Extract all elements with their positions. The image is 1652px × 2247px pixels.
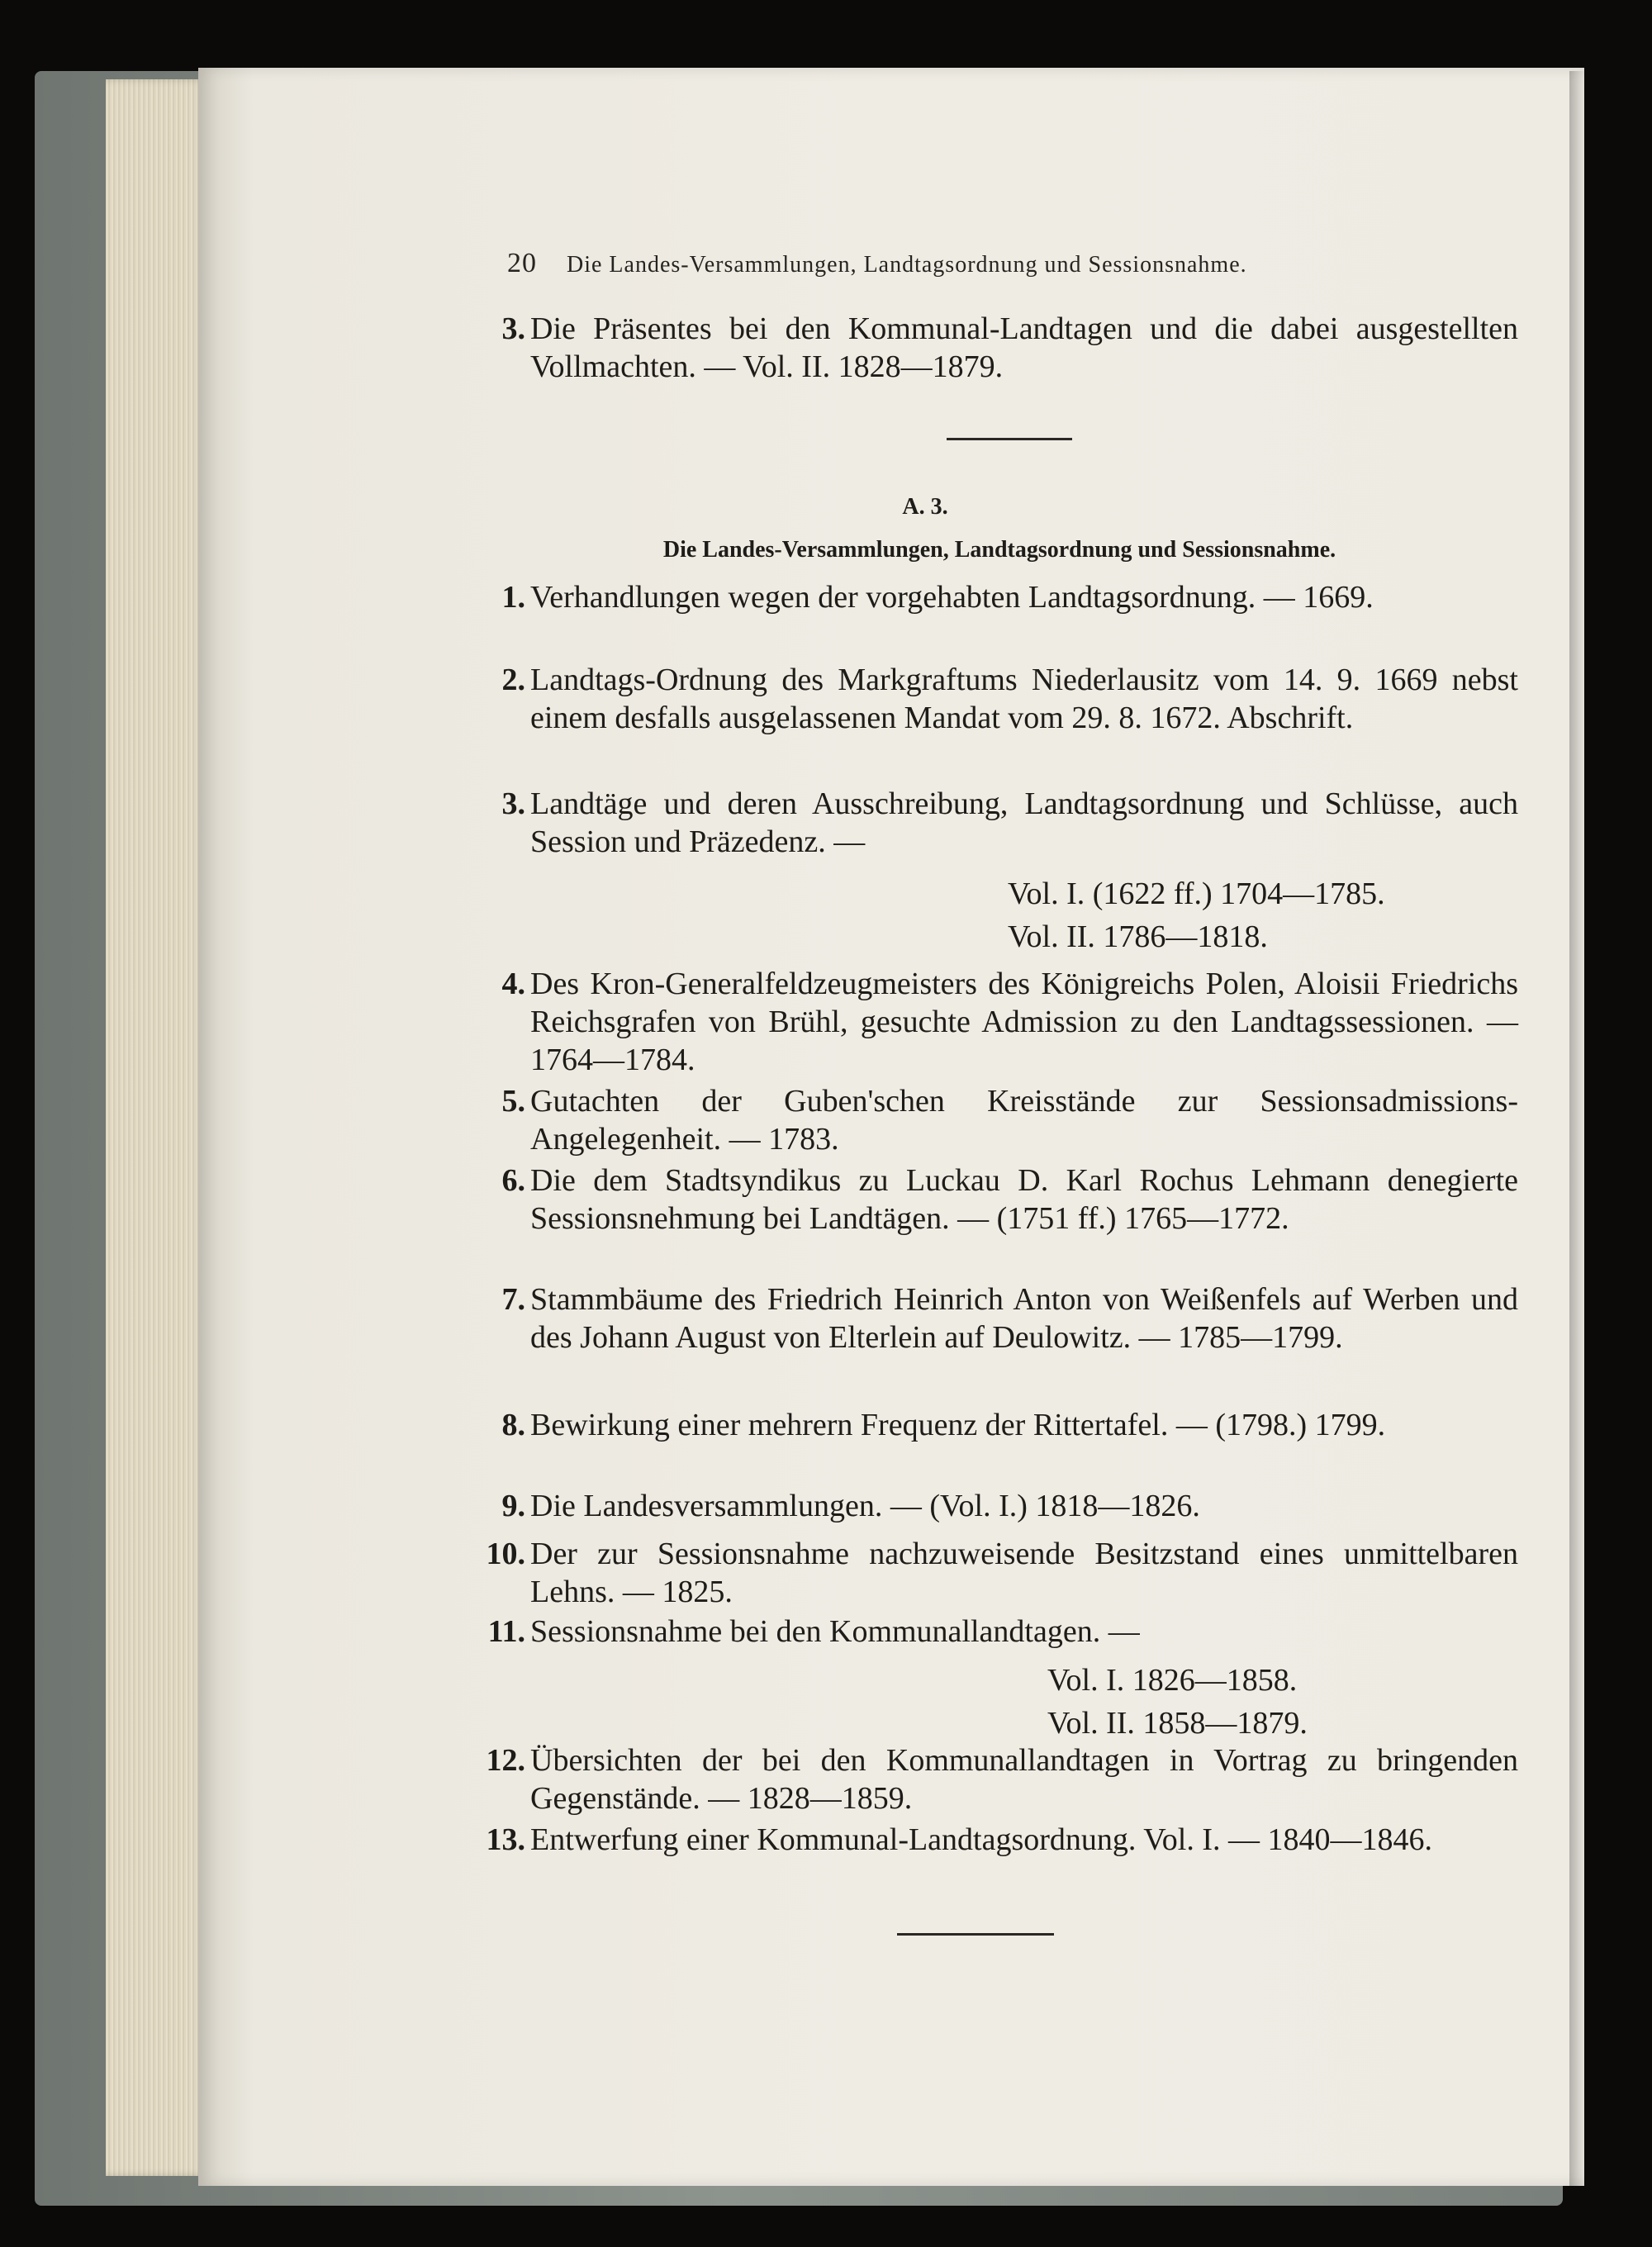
- entry-text: Übersichten der bei den Kommunallandtagen in Vortrag zu bringenden Gegenstände. — 1828—1859.: [530, 1743, 1518, 1816]
- entry-2: [501, 661, 1518, 737]
- prev-entry-text: Die Präsentes bei den Kommunal-Landtagen und die dabei ausgestellten Vollmachten. — Vol. II. 1828—1879.: [530, 311, 1518, 384]
- entry-number: 5.: [501, 1084, 525, 1119]
- divider-rule: [947, 438, 1072, 440]
- entry-8: [501, 1406, 1518, 1444]
- entry-text: Die dem Stadtsyndikus zu Luckau D. Karl Rochus Lehmann denegierte Sessionsnehmung bei Landtägen. — (1751 ff.) 1765—1772.: [530, 1163, 1518, 1236]
- end-rule: [897, 1933, 1054, 1936]
- prev-entry: [501, 310, 1518, 386]
- entry-number: 1.: [501, 580, 525, 615]
- entry-3-volume-1: Vol. I. (1622 ff.) 1704—1785.: [1008, 876, 1385, 911]
- entry-11-volume-2: Vol. II. 1858—1879.: [1047, 1706, 1308, 1741]
- entry-number: 12.: [486, 1743, 525, 1778]
- entry-4: [501, 965, 1518, 1079]
- entry-text: Die Landesversammlungen. — (Vol. I.) 1818—1826.: [530, 1489, 1200, 1523]
- prev-entry-number: 3.: [501, 311, 525, 346]
- entry-6: [501, 1162, 1518, 1238]
- entry-text: Landtags-Ordnung des Markgraftums Niederlausitz vom 14. 9. 1669 nebst einem desfalls ausgelassenen Mandat vom 29. 8. 1672. Abschrift.: [530, 663, 1518, 735]
- entry-11: [487, 1613, 1518, 1651]
- entry-text: Der zur Sessionsnahme nachzuweisende Besitzstand eines unmittelbaren Lehns. — 1825.: [530, 1537, 1518, 1609]
- entry-3-volume-2: Vol. II. 1786—1818.: [1008, 919, 1268, 954]
- page-edges: [106, 79, 206, 2176]
- section-title: Die Landes-Versammlungen, Landtagsordnung und Sessionsnahme.: [662, 537, 1336, 563]
- entry-text: Bewirkung einer mehrern Frequenz der Rittertafel. — (1798.) 1799.: [530, 1408, 1386, 1442]
- entry-text: Verhandlungen wegen der vorgehabten Landtagsordnung. — 1669.: [530, 580, 1374, 615]
- entry-11-volume-1: Vol. I. 1826—1858.: [1047, 1663, 1298, 1698]
- entry-1: [501, 578, 1518, 616]
- entry-text: Gutachten der Guben'schen Kreisstände zur Sessionsadmissions-Angelegenheit. — 1783.: [530, 1084, 1518, 1157]
- entry-number: 7.: [501, 1282, 525, 1317]
- entry-number: 13.: [486, 1822, 525, 1857]
- entry-5: [501, 1082, 1518, 1158]
- running-head-title: Die Landes-Versammlungen, Landtagsordnung und Sessionsnahme.: [567, 252, 1247, 278]
- entry-number: 8.: [501, 1408, 525, 1442]
- entry-12: [486, 1741, 1518, 1817]
- running-head: [507, 248, 1441, 279]
- entry-number: 4.: [501, 967, 525, 1001]
- page-shadow: [1569, 71, 1586, 2186]
- entry-number: 9.: [501, 1489, 525, 1523]
- entry-text: Entwerfung einer Kommunal-Landtagsordnung. Vol. I. — 1840—1846.: [530, 1822, 1432, 1857]
- entry-7: [501, 1280, 1518, 1356]
- section-label: A. 3.: [902, 494, 948, 520]
- entry-text: Stammbäume des Friedrich Heinrich Anton von Weißenfels auf Werben und des Johann August von Elterlein auf Deulowitz. — 1785—1799.: [530, 1282, 1518, 1355]
- entry-text: Sessionsnahme bei den Kommunallandtagen. —: [530, 1614, 1140, 1649]
- entry-number: 3.: [501, 786, 525, 821]
- entry-3: [501, 785, 1518, 861]
- entry-13: [486, 1821, 1518, 1859]
- entry-9: [501, 1487, 1518, 1525]
- entry-number: 10.: [486, 1537, 525, 1571]
- entry-number: 2.: [501, 663, 525, 697]
- entry-text: Landtäge und deren Ausschreibung, Landtagsordnung und Schlüsse, auch Session und Präzedenz. —: [530, 786, 1518, 859]
- entry-number: 6.: [501, 1163, 525, 1198]
- entry-number: 11.: [487, 1614, 525, 1649]
- entry-10: [486, 1535, 1518, 1611]
- page-number: 20: [507, 248, 537, 278]
- entry-text: Des Kron-Generalfeldzeugmeisters des Königreichs Polen, Aloisii Friedrichs Reichsgrafen von Brühl, gesuchte Admission zu den Landtagssessionen. — 1764—1784.: [530, 967, 1518, 1077]
